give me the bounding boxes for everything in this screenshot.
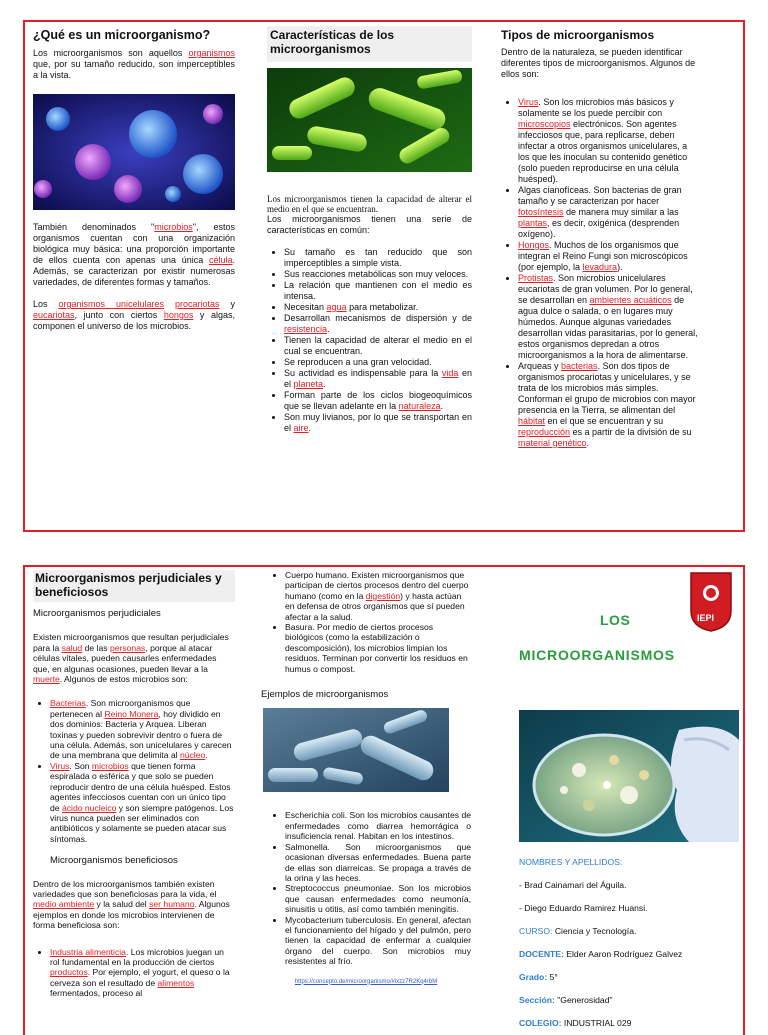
examples-list: [261, 810, 471, 966]
petri-dish-image: [519, 710, 739, 842]
list-item: • Cuerpo humano. Existen microorganismos que participan de ciertos procesos dentro del cuerpo humano (como en la digestión) y hasta actúan en defensa de otros organismos que sí pueden afectar a la salud.: [285, 570, 471, 622]
examples-title: Ejemplos de microorganismos: [261, 689, 389, 701]
link-microbios[interactable]: microbios: [154, 222, 193, 232]
course-line: CURSO: Ciencia y Tecnología.: [519, 926, 637, 936]
link-reino-monera[interactable]: Reino Monera: [104, 708, 159, 719]
list-item: • Protistas. Son microbios unicelulares eucariotas de gran volumen. Por lo general, se desarrollan en ambientes acuáticos de agua dulce o salada, o en lugares muy húmedos. Aunque algunas variedades desarrollan vidas parasitarias, por lo general, estos organismos depredan a otros microorganismos a la hora de alimentarse.: [518, 273, 701, 361]
list-item: • Escherichia coli. Son los microbios causantes de enfermedades como diarrea hemorrágica o insuficiencia renal. Habitan en los intestinos.: [285, 810, 471, 841]
teacher-line: DOCENTE: Elder Aaron Rodríguez Galvez: [519, 949, 683, 959]
list-item: • Mycobacterium tuberculosis. En general, afectan el funcionamiento del hígado y del pulmón, pero tienen la capacidad de enfermar a cualquier órgano del cuerpo. Son microbios muy resistentes al frío.: [285, 915, 471, 967]
link-microbios[interactable]: microbios: [91, 760, 129, 771]
beneficial-list: [33, 947, 235, 999]
paragraph-microbios: También denominados "microbios", estos organismos cuentan con una organización biológica muy básica: una proporción importante de ellos cuenta con apenas una única célula. Además, se caracterizan por existir numerosas variedades, de diferentes formas y tamaños.: [33, 222, 235, 287]
list-item: • Necesitan agua para metabolizar.: [284, 302, 472, 313]
types-intro: Dentro de la naturaleza, se pueden identificar diferentes tipos de microorganismos. Algunos de ellos son:: [501, 47, 696, 79]
link-productos[interactable]: productos: [50, 967, 88, 978]
list-item: • Son muy livianos, por lo que se transportan en el aire.: [284, 412, 472, 434]
subtitle-beneficial: Microorganismos beneficiosos: [50, 855, 178, 867]
link-microscopios[interactable]: microscopios: [518, 119, 571, 129]
link-virus[interactable]: Virus: [518, 97, 539, 107]
paragraph-harmful: Existen microorganismos que resultan perjudiciales para la salud de las personas, porque al atacar células vitales, pueden causarles enfermedades que, en algunas ocasiones, pueden llevar a la muerte. Algunos de estos microbios son:: [33, 632, 229, 685]
column-types: [501, 28, 701, 449]
beneficial-list-cont: [261, 570, 471, 674]
link-bacterias[interactable]: Bacterias: [50, 698, 86, 709]
microbes-image: [33, 94, 235, 210]
bacteria-image: [267, 68, 472, 172]
link-hongos[interactable]: Hongos: [518, 240, 550, 250]
list-item: • Tienen la capacidad de alterar el medio en el cual se encuentran.: [284, 335, 472, 357]
link-aire[interactable]: aire: [293, 423, 309, 433]
column-examples: [261, 570, 471, 987]
paragraph-capacity: Los microorganismos tienen la capacidad de alterar el medio en el que se encuentran.: [267, 194, 472, 214]
source-link[interactable]: https://concepto.de/microorganismo/#ixzz7R2Kq4rbM: [294, 978, 438, 985]
intro-paragraph: Los microorganismos son aquellos organismos que, por su tamaño reducido, son imperceptibles a la vista.: [33, 48, 235, 80]
section-title: Tipos de microorganismos: [501, 28, 655, 42]
link-plantas[interactable]: plantas: [518, 218, 548, 228]
link-resistencia[interactable]: resistencia: [284, 324, 328, 334]
list-item: • Su tamaño es tan reducido que son imperceptibles a simple vista.: [284, 247, 472, 269]
link-habitat[interactable]: hábitat: [518, 416, 546, 426]
list-item: • Bacterias. Son microorganismos que pertenecen al Reino Monera, hoy dividido en dos dominios: Bacteria y Arquea. Liberan toxinas y pueden sobrevivir dentro o fuera de una célula. Además, son unicelulares y carecen de una membrana que delimita al núcleo.: [50, 698, 235, 760]
grade-line: Grado: 5°: [519, 972, 558, 982]
list-item: • Salmonella. Son microorganismos que ocasionan diversas enfermedades. Buena parte de ellas son diarreicas. Se propaga a través de la orina y las heces.: [285, 842, 471, 884]
list-item: • Industria alimenticia. Los microbios juegan un rol fundamental en la producción de ciertos productos. Por ejemplo, el yogurt, el queso o la cerveza son el resultado de alimentos fermentados, proceso al: [50, 947, 235, 999]
link-medio-ambiente[interactable]: medio ambiente: [33, 899, 95, 910]
list-item: • Basura. Por medio de ciertos procesos biológicos (como la estabilización o descomposición), los microbios limpian los residuos. Terminan por convertir los residuos en humus o compost.: [285, 622, 471, 674]
student-name-2: - Diego Eduardo Ramirez Huansi.: [519, 903, 648, 913]
section-title-box: [267, 26, 472, 62]
link-eucariotas[interactable]: eucariotas: [33, 310, 75, 320]
link-protistas[interactable]: Protistas: [518, 273, 554, 283]
link-agua[interactable]: agua: [326, 302, 347, 312]
column-harmful-beneficial: [33, 570, 235, 999]
link-organismos-unicelulares[interactable]: organismos unicelulares: [58, 299, 164, 309]
section-title: Microorganismos perjudiciales y beneficiosos: [35, 571, 222, 599]
link-vida[interactable]: vida: [441, 368, 459, 378]
link-nucleo[interactable]: núcleo: [179, 750, 206, 761]
student-name-1: - Brad Cainamari del Águila.: [519, 880, 627, 890]
link-acido-nucleico[interactable]: ácido nucleico: [61, 802, 117, 813]
harmful-list: [33, 698, 235, 844]
characteristics-list: [267, 247, 472, 434]
school-logo: [689, 571, 733, 633]
cover-info: [519, 857, 739, 1028]
link-fotosintesis[interactable]: fotosíntesis: [518, 207, 564, 217]
link-procariotas[interactable]: procariotas: [174, 299, 220, 309]
section-line: Sección: "Generosidad": [519, 995, 613, 1005]
page-1: [23, 20, 745, 532]
list-item: • La relación que mantienen con el medio es intensa.: [284, 280, 472, 302]
list-item: • Hongos. Muchos de los organismos que integran el Reino Fungi son microscópicos (por ejemplo, la levadura).: [518, 240, 701, 273]
list-item: • Sus reacciones metabólicas son muy veloces.: [284, 269, 472, 280]
svg-text:IEPI: IEPI: [697, 613, 715, 623]
paragraph-beneficial: Dentro de los microorganismos también existen variedades que son beneficiosas para la vida, el medio ambiente y la salud del ser humano. Algunos ejemplos en donde los microbios intervienen de forma beneficiosa son:: [33, 878, 230, 931]
link-ser-humano[interactable]: ser humano: [149, 899, 195, 910]
list-item: • Forman parte de los ciclos biogeoquímicos que se llevan adelante en la naturaleza.: [284, 390, 472, 412]
bacteria-3d-image: [263, 708, 449, 792]
link-alimentos[interactable]: alimentos: [157, 977, 195, 988]
link-material-genetico[interactable]: material genético: [518, 438, 587, 448]
list-item: • Virus. Son microbios que tienen forma espiralada o esférica y que solo se pueden reproducir dentro de una célula huésped. Estos agentes infecciosos cuentan con un único tipo de ácido nucleico y son siempre patógenos. Los virus nunca pueden ser eliminados con antibióticos y solamente se pueden atacar sus síntomas.: [50, 761, 235, 844]
column-characteristics: [267, 26, 472, 434]
paragraph-universe: Los organismos unicelulares procariotas y eucariotas, junto con ciertos hongos y algas, componen el universo de los microbios.: [33, 299, 235, 331]
link-muerte[interactable]: muerte: [33, 674, 60, 685]
link-organismos[interactable]: organismos: [188, 48, 235, 58]
list-item: • Su actividad es indispensable para la vida en el planeta.: [284, 368, 472, 390]
list-item: • Se reproducen a una gran velocidad.: [284, 357, 472, 368]
paragraph-series: Los microorganismos tienen una serie de características en común:: [267, 214, 472, 235]
list-item: • Desarrollan mecanismos de dispersión y de resistencia.: [284, 313, 472, 335]
list-item: • Streptococcus pneumoniae. Son los microbios que causan enfermedades como neumonía, sinusitis u otitis, así como también meningitis.: [285, 883, 471, 914]
link-virus[interactable]: Virus: [50, 760, 70, 771]
link-celula[interactable]: célula: [208, 255, 233, 265]
subtitle-harmful: Microorganismos perjudiciales: [33, 608, 161, 619]
section-title: Características de los microorganismos: [270, 28, 395, 56]
link-personas[interactable]: personas: [109, 642, 146, 653]
cover-title-line2: MICROORGANISMOS: [519, 647, 675, 663]
page-2: [23, 565, 745, 1035]
types-list: [501, 97, 701, 449]
section-title: ¿Qué es un microorganismo?: [33, 28, 211, 42]
school-shield-icon: [689, 571, 733, 633]
link-levadura[interactable]: levadura: [582, 262, 618, 272]
link-naturaleza[interactable]: naturaleza: [398, 401, 441, 411]
link-planeta[interactable]: planeta: [293, 379, 324, 389]
column-what-is: [33, 28, 235, 332]
link-hongos[interactable]: hongos: [163, 310, 194, 320]
link-salud[interactable]: salud: [61, 642, 83, 653]
link-industria-alimenticia[interactable]: Industria alimenticia: [50, 946, 126, 957]
link-digestion[interactable]: digestión: [365, 590, 401, 601]
link-ambientes-acuaticos[interactable]: ambientes acuáticos: [589, 295, 672, 305]
section-title-box: [33, 570, 235, 602]
school-line: COLEGIO: INDUSTRIAL 029: [519, 1018, 632, 1028]
link-bacterias[interactable]: bacterias: [561, 361, 598, 371]
cover-title-line1: LOS: [600, 612, 631, 628]
link-reproduccion[interactable]: reproducción: [518, 427, 571, 437]
list-item: • Algas cianofíceas. Son bacterias de gran tamaño y se caracterizan por hacer fotosíntesis de manera muy similar a las plantas, es decir, oxigénica (desprenden oxígeno).: [518, 185, 701, 240]
list-item: • Arqueas y bacterias. Son dos tipos de organismos procariotas y unicelulares, y se trata de los microbios más simples. Conforman el grupo de microbios con mayor presencia en la Tierra, se alimentan del hábitat en el que se encuentran y su reproducción es a partir de la división de su material genético.: [518, 361, 701, 449]
list-item: • Virus. Son los microbios más básicos y solamente se los puede percibir con microscopios electrónicos. Son agentes infecciosos que, para replicarse, deben infectar a otros organismos unicelulares, a los que les inoculan su contenido genético (solo pueden reproducirse en una célula huésped).: [518, 97, 701, 185]
names-label: NOMBRES Y APELLIDOS:: [519, 857, 623, 867]
